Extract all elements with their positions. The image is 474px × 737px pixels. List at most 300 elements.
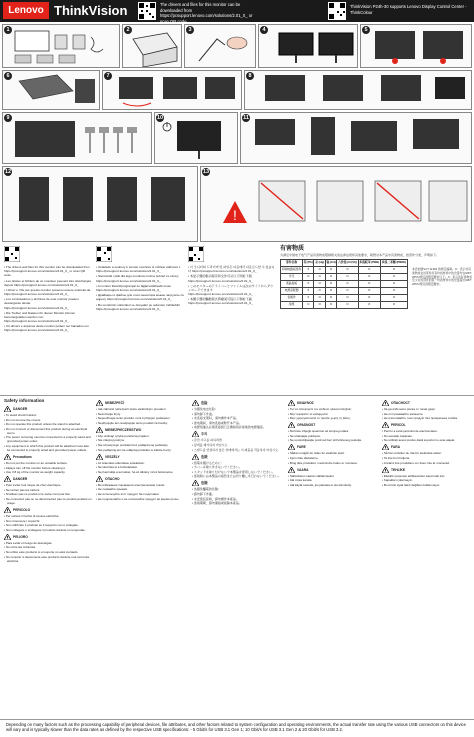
note-line: • Los controladores y archivos de este monitor pueden descargarse desde https://pcsupport.lenovo.com/solutions/2.01_0_	[4, 297, 79, 310]
table-cell: O	[337, 281, 358, 288]
safety-column-1	[4, 398, 92, 716]
step-number: 1	[4, 26, 12, 34]
safety-information	[0, 395, 474, 717]
table-cell: 电源适配器	[281, 288, 303, 295]
list-item: • Nie używaj tego produktu bez podłączonej podstawy.	[96, 443, 188, 447]
list-item: • Bu ürünü ayak takılı değilken kullanmayın.	[382, 483, 470, 487]
stand-removal-illustration	[3, 167, 198, 242]
list-item: • 感電を避けるために:	[192, 461, 284, 465]
table-cell: O	[325, 281, 336, 288]
handling-precaution-illustration	[201, 167, 472, 242]
footnote-text: Depending on many factors such as the processing capability of peripheral devices, file attributes, and other factors related to system configuration and operating environments, the actual transfer rate using the various USB connectors on this device will vary and is typically slower than the data rates as defined by the respective USB specifications: - 5 Gbit/s for USB 3.1 Gen 1; 10 Gbit/s for USB 3.1 Gen 2 & 20 Gbit/s for USB 3.2.	[6, 722, 466, 733]
warning-label: FARE	[297, 445, 306, 450]
diagram-panel-5	[360, 24, 472, 68]
list-item: • Non collegare o scollegare il prodotto durante un temporale.	[4, 528, 92, 532]
warning-heading	[4, 476, 92, 482]
warning-list	[96, 407, 188, 425]
warning-heading	[192, 431, 284, 437]
list-item: • Μην χρησιμοποιείτε το προϊόν χωρίς τη βάση.	[288, 416, 378, 420]
warning-triangle-icon	[192, 454, 199, 460]
warning-heading	[96, 400, 188, 406]
warning-label: PELIGRO	[13, 534, 28, 539]
warning-heading	[192, 480, 284, 486]
table-row	[281, 288, 408, 295]
warning-label: TEHLİKE	[391, 467, 406, 472]
list-item: • Nie podłączaj ani nie odłączaj produktu w trakcie burzy.	[96, 448, 188, 452]
list-item: • 电源线插头必须连接到已正确接线并接地的电源插座。	[192, 425, 284, 429]
list-item: • 請勿卸下外蓋。	[192, 492, 284, 496]
warning-label: FARA	[391, 445, 400, 450]
list-item: • 雷雨時には本製品の接続または切り離しを行わないでください。	[192, 474, 284, 478]
warning-label: OPASNOST	[297, 423, 316, 428]
cable-routing-illustration	[361, 25, 472, 68]
list-item: • Så här undviker du risk för elektriska stötar:	[382, 451, 470, 455]
warning-list	[96, 461, 188, 474]
warning-triangle-icon	[288, 467, 295, 473]
table-row	[281, 274, 408, 281]
warning-heading	[288, 444, 378, 450]
safety-column-2	[96, 398, 188, 716]
lenovo-logo: Lenovo	[3, 2, 49, 19]
list-item: • Da biste izbjegli opasnost od strujnog udara:	[288, 429, 378, 433]
table-row	[281, 267, 408, 274]
warning-heading	[382, 467, 470, 473]
table-cell: O	[380, 295, 407, 302]
note-line: • 이 모니터의 드라이버 및 파일은 다음에서 다운로드할 수 있습니다 https://pcsupport.lenovo.com/solutions/2.01_0_	[188, 265, 275, 274]
step-number: 12	[4, 169, 12, 175]
note-line: • このモニターのドライバーとファイルは次のサイトからダウンロードできます https://pcsupport.lenovo.com/solutions/2.01_0_	[188, 283, 274, 297]
table-cell: O	[380, 267, 407, 274]
warning-label: ОПАСНО	[105, 476, 120, 481]
table-cell: O	[337, 274, 358, 281]
table-cell: O	[303, 274, 314, 281]
rohs-table	[280, 259, 408, 309]
table-cell: X	[303, 281, 314, 288]
step-number: 4	[260, 26, 268, 34]
warning-heading	[382, 400, 470, 406]
diagram-panel-12	[2, 166, 198, 242]
support-note: ThinkVision P24h-30 supports Lenovo Display Control Center - ThinkColour	[350, 4, 467, 15]
note-line: • 本显示器的驱动程序和文件可从以下网址下载 https://pcsupport.lenovo.com/solutions/2.01_0_	[188, 274, 253, 283]
warning-label: VESZÉLY	[105, 454, 120, 459]
table-cell: O	[303, 302, 314, 309]
warning-triangle-icon	[382, 467, 389, 473]
table-cell: X	[303, 295, 314, 302]
rotation-illustration	[241, 113, 472, 164]
list-item: • Nu scoateți capacele.	[382, 434, 470, 438]
table-cell: O	[314, 302, 325, 309]
warning-label: PERICOLO	[13, 507, 31, 512]
step-number: 10	[156, 115, 164, 121]
table-cell: O	[380, 302, 407, 309]
warning-label: Precautions	[13, 454, 32, 459]
warning-heading	[192, 400, 284, 406]
warning-triangle-icon	[382, 400, 389, 406]
warning-label: 危险	[201, 401, 208, 405]
step-number: 13	[202, 169, 210, 175]
warning-heading	[192, 454, 284, 460]
warning-label: ΚΙΝΔΥΝΟΣ	[297, 401, 314, 405]
warning-heading	[382, 444, 470, 450]
list-item: • Fjern ikke dækslerne.	[288, 456, 378, 460]
table-cell: O	[325, 274, 336, 281]
diagram-panel-2	[122, 24, 182, 68]
list-item: • 未连接支架时，请勿操作本产品。	[192, 416, 284, 420]
note-line: • Sterowniki i pliki dla tego monitora można pobrać ze strony https://pcsupport.lenovo.com/solutions/2.01_0_	[96, 274, 179, 283]
usb-transfer-note	[0, 719, 474, 737]
list-item: • Elektrik çarpması tehlikesinden kaçınmak için:	[382, 474, 470, 478]
list-item: • Do not connect or disconnect this product during an electrical storm.	[4, 427, 92, 435]
list-item: • N'utilisez pas ce produit si le socle n'est pas fixé.	[4, 492, 92, 496]
list-item: • 雷雨期間，請勿連接或拔除本產品。	[192, 501, 284, 505]
table-cell: 金属件	[281, 295, 303, 302]
warning-list	[382, 407, 470, 420]
table-cell: O	[314, 281, 325, 288]
rohs-subtitle: 为满足中国电子电气产品有害物质限制相关的法律法规和其他要求，联想对本产品中有害物质，按部件分类，声明如下。	[280, 253, 440, 257]
download-note-text: The drivers and files for this monitor can be downloaded from	[160, 2, 241, 13]
list-item: • Use 3.8 kg of the monitor as weight capacity.	[4, 470, 92, 474]
table-cell: O	[358, 302, 380, 309]
table-cell: O	[314, 295, 325, 302]
note-line: • Os drivers e arquivos deste monitor podem ser baixados em https://pcsupport.lenovo.com/solutions/2.01_0_	[4, 324, 89, 333]
list-item: • Не используйте этот продукт без подставки.	[96, 492, 188, 496]
note-line: • I driver e i file per questo monitor possono essere scaricati da https://pcsupport.lenovo.com/solutions/2.01_0_	[4, 287, 91, 297]
list-item: • Nu utilizați acest produs dacă suportul nu este atașat.	[382, 438, 470, 442]
step-number: 3	[186, 26, 194, 34]
warning-list	[4, 541, 92, 563]
box-open-illustration	[123, 25, 182, 68]
list-item: • Ne retirez pas les carters.	[4, 488, 92, 492]
warning-label: ОПАСНОСТ	[391, 401, 410, 405]
safety-column-3	[192, 398, 284, 716]
list-item: • Para evitar el riesgo de descargas:	[4, 541, 92, 545]
list-item: • No conecte ni desconecte este producto durante una tormenta eléctrica.	[4, 555, 92, 563]
warning-list	[96, 483, 188, 501]
warning-triangle-icon	[192, 400, 199, 406]
table-header-cell: 多溴联苯 (PBB)	[358, 260, 380, 267]
diagram-panel-10	[154, 112, 238, 164]
warning-list	[4, 461, 92, 474]
warning-label: 주의	[201, 432, 208, 437]
note-line: • Les pilotes et fichiers de ce moniteur peuvent être téléchargés depuis https://pcsupport.lenovo.com/solutions/2.01_0_	[4, 278, 92, 287]
diagram-panel-3	[184, 24, 256, 68]
diagram-panel-8	[244, 70, 472, 110]
table-cell: O	[358, 267, 380, 274]
table-cell: O	[325, 267, 336, 274]
table-cell: O	[314, 267, 325, 274]
port-connection-illustration	[3, 113, 152, 164]
table-row	[281, 281, 408, 288]
table-cell: 液晶面板	[281, 281, 303, 288]
table-header-cell: 铅 (Pb)	[303, 260, 314, 267]
table-header-row	[281, 260, 408, 267]
list-item: • Any equipment to which this product will be attached must also be connected to properly wired and grounded power outlets.	[4, 444, 92, 452]
warning-triangle-icon	[288, 444, 295, 450]
step-number: 9	[4, 114, 12, 122]
diagram-panel-13	[200, 166, 472, 242]
notes-column-2	[96, 246, 184, 364]
step-number: 8	[246, 72, 254, 80]
list-item: • 请勿卸下外盖。	[192, 412, 284, 416]
table-cell: 印刷电路板组件	[281, 267, 303, 274]
warning-heading	[288, 422, 378, 428]
warning-list	[288, 474, 378, 487]
warning-heading	[4, 406, 92, 412]
list-item: • Sådan undgår du risiko for elektrisk stød:	[288, 451, 378, 455]
qr-code-icon[interactable]	[138, 2, 156, 20]
warning-heading	[288, 467, 378, 473]
table-header-cell: 六价铬 (Cr(VI))	[337, 260, 358, 267]
warning-label: DANGER	[13, 477, 28, 482]
warning-heading	[96, 427, 188, 433]
list-item: • Non utilizzare il prodotto se il supporto non è collegato.	[4, 523, 92, 527]
warning-triangle-icon	[96, 400, 103, 406]
warning-label: NIEBEZPIECZEŃSTWO	[105, 427, 142, 432]
step-number: 11	[243, 115, 249, 121]
warning-triangle-icon	[4, 406, 11, 412]
list-item: • 雷电期间，请勿连接或断开本产品。	[192, 421, 284, 425]
table-cell: X	[303, 267, 314, 274]
safety-column-4	[288, 398, 378, 716]
notes-column-1	[4, 246, 92, 364]
list-item: • 为避免电击危险：	[192, 407, 284, 411]
list-item: • Не използвайте този продукт без прикрепена стойка.	[382, 416, 470, 420]
rohs-section	[280, 246, 474, 364]
diagram-panel-11	[240, 112, 472, 164]
list-item: • Ne upotrebljavajte proizvod bez pričvršćenog postolja.	[288, 438, 378, 442]
download-url[interactable]: https://pcsupport.lenovo.com/solutions/2.01_0_ or scan QR code	[160, 13, 253, 24]
svg-text:!: !	[233, 207, 237, 223]
table-cell: X	[303, 288, 314, 295]
list-item: • No retire las cubiertas.	[4, 545, 92, 549]
list-item: • Ne uklanjajte poklopce.	[288, 434, 378, 438]
list-item: • Ta inte bort höljena.	[382, 456, 470, 460]
warning-triangle-icon	[192, 480, 199, 486]
list-item: • Non rimuovere i coperchi.	[4, 519, 92, 523]
note-line: • The drivers and files for this monitor can be downloaded from https://pcsupport.lenovo.com/solutions/2.01_0_ or scan QR code.	[4, 265, 90, 278]
list-item: • Nie zdejmuj pokryw.	[96, 438, 188, 442]
list-item: • 감전 사고를 피하려면:	[192, 438, 284, 442]
warning-triangle-icon	[4, 507, 11, 513]
list-item: • Во избежание поражения электрическим током:	[96, 483, 188, 487]
warning-list	[382, 474, 470, 487]
warning-label: NEBEZPEČÍ	[105, 401, 124, 405]
diagram-panel-7	[102, 70, 242, 110]
note-line: • Die Treiber und Dateien für diesen Monitor können heruntergeladen werden von https://pcsupport.lenovo.com/solutions/2.01_0_	[4, 310, 76, 323]
table-header-cell: 多溴二苯醚 (PBDE)	[380, 260, 407, 267]
warning-triangle-icon	[96, 476, 103, 482]
safety-column-5	[382, 398, 470, 716]
list-item: • Μην αφαιρείτε τα καλύμματα.	[288, 412, 378, 416]
list-item: • Do not put the monitor on an unstable surface.	[4, 461, 92, 465]
warning-heading	[4, 454, 92, 460]
list-item: • The power cord plug must be connected to a properly wired and grounded power outlet.	[4, 435, 92, 443]
warning-triangle-icon	[4, 534, 11, 540]
warning-label: 危險	[201, 481, 208, 486]
warning-list	[4, 514, 92, 532]
list-item: • Älä irrota kansia.	[288, 478, 378, 482]
stand-attach-illustration	[185, 25, 256, 68]
table-cell: O	[337, 295, 358, 302]
warning-list	[4, 413, 92, 452]
warning-list	[96, 434, 188, 452]
list-item: • Brug ikke produktet, medmindre foden er monteret.	[288, 461, 378, 465]
rohs-side-note: 本表依据SJ/T 11364 的规定编制。O：表示该有害物质在该部件所有均质材料中的含量均在GB/T 26572规定的限量要求以下。X：表示该有害物质至少在该部件的某一均质材料中的含量超出GB/T 26572规定的限量要求。	[412, 267, 472, 287]
diagram-panel-6	[2, 70, 100, 110]
list-item: • 스탠드를 연결하지 않은 상태에서는 이 제품을 작동하지 마십시오.	[192, 448, 284, 452]
warning-list	[288, 451, 378, 464]
list-item: • カバーを取り外さないでください。	[192, 465, 284, 469]
warning-label: VAARA	[297, 467, 309, 472]
list-item: • Ne távolítsa el a burkolatokat.	[96, 465, 188, 469]
warning-heading	[96, 476, 188, 482]
note-line: • A monitor illesztőprogramjai és fájljai letölthetők innen https://pcsupport.lenovo.com/solutions/2.01_0_	[96, 283, 172, 292]
rohs-title: 有害物质	[280, 246, 305, 252]
warning-triangle-icon	[288, 400, 295, 406]
warning-list	[382, 429, 470, 442]
header-bar	[0, 0, 474, 22]
warning-triangle-icon	[288, 422, 295, 428]
list-item: • Använd inte produkten om foten inte är monterad.	[382, 461, 470, 465]
qr-code-icon[interactable]	[188, 246, 204, 262]
list-item: • Για να αποφύγετε τον κίνδυνο ηλεκτροπληξίας:	[288, 407, 378, 411]
list-item: • 덮개를 제거하지 마십시오.	[192, 443, 284, 447]
table-header-cell: 镉 (Cd)	[325, 260, 336, 267]
list-item: • Älä käytä tuotetta, jos jalustaa ei ole kiinnitetty.	[288, 483, 378, 487]
step-number: 7	[104, 72, 112, 80]
qr-code-icon[interactable]	[328, 2, 346, 20]
warning-list	[288, 429, 378, 442]
table-header-cell: 汞 (Hg)	[314, 260, 325, 267]
list-item: • Do not operate this product unless the stand is attached.	[4, 422, 92, 426]
step-number: 6	[4, 72, 12, 80]
list-item: • Не отстранявайте капаците.	[382, 412, 470, 416]
warning-heading	[96, 454, 188, 460]
table-cell: O	[358, 274, 380, 281]
list-item: • Az áramütés elkerülése érdekében:	[96, 461, 188, 465]
table-cell: O	[358, 288, 380, 295]
warning-list	[192, 461, 284, 479]
warning-label: PERICOL	[391, 423, 406, 428]
table-cell: O	[325, 302, 336, 309]
power-on-illustration	[155, 113, 238, 164]
qr-code-icon[interactable]	[96, 246, 112, 262]
note-line: • Bu monitörün sürücüleri ve dosyaları şu adresten indirilebilir https://pcsupport.lenovo.com/solutions/2.01_0_	[96, 302, 180, 311]
warning-list	[192, 487, 284, 505]
tilt-swivel-illustration	[103, 71, 242, 110]
warning-list	[4, 483, 92, 505]
note-line: • 本顯示器的驅動程式與檔案可從以下網址下載 https://pcsupport.lenovo.com/solutions/2.01_0_	[188, 297, 253, 306]
warning-heading	[4, 507, 92, 513]
multilingual-notes	[0, 246, 474, 364]
list-item: • Do not remove the covers.	[4, 418, 92, 422]
warning-list	[288, 407, 378, 420]
warning-triangle-icon	[192, 431, 199, 437]
list-item: • Pour éviter tout risque de choc électrique :	[4, 483, 92, 487]
table-row	[281, 302, 408, 309]
warning-heading	[4, 534, 92, 540]
warning-triangle-icon	[4, 476, 11, 482]
list-item: • Jak zabránit nebezpečí úrazu elektrickým proudem:	[96, 407, 188, 411]
list-item: • Kapakları çıkarmayın.	[382, 478, 470, 482]
diagram-panel-9	[2, 112, 152, 164]
list-item: • Nepoužívejte tento produkt, není-li připojen podstavec.	[96, 416, 188, 420]
warning-triangle-icon	[96, 454, 103, 460]
list-item: • Nesnímejte kryty.	[96, 412, 188, 416]
thinkvision-logo: ThinkVision	[54, 3, 128, 18]
list-item: • Не подключайте и не отключайте продукт во время грозы.	[96, 497, 188, 501]
qr-code-icon[interactable]	[4, 246, 20, 262]
list-item: • スタンドを取り付けないで本製品を使用しないでください。	[192, 470, 284, 474]
table-row	[281, 295, 408, 302]
warning-list	[382, 451, 470, 464]
list-item: • Nepřipojujte ani neodpojujte tento produkt za bouřky.	[96, 421, 188, 425]
table-cell: 外壳	[281, 274, 303, 281]
warning-triangle-icon	[382, 422, 389, 428]
list-item: • 未安裝底座時，請勿操作本產品。	[192, 497, 284, 501]
step-number: 2	[124, 26, 132, 34]
table-cell: 线缆	[281, 302, 303, 309]
table-cell: O	[380, 288, 407, 295]
diagram-panel-4	[258, 24, 358, 68]
setup-diagrams	[0, 22, 474, 244]
warning-triangle-icon	[96, 427, 103, 433]
table-header-cell: 部件名称	[281, 260, 303, 267]
warning-label: 危険	[201, 454, 208, 459]
step-number: 5	[362, 26, 370, 34]
warning-heading	[382, 422, 470, 428]
monitor-lift-illustration	[259, 25, 358, 68]
list-item: • За да избегнете риска от токов удар:	[382, 407, 470, 411]
list-item: • Aby uniknąć ryzyka porażenia prądem:	[96, 434, 188, 438]
note-line: • Ovladače a soubory k tomuto monitoru si můžete stáhnout z https://pcsupport.lenovo.com/solutions/2.01_0_	[96, 265, 181, 274]
warning-list	[192, 438, 284, 451]
table-cell: O	[314, 274, 325, 281]
table-cell: O	[337, 302, 358, 309]
list-item: • 為避免觸電的危險：	[192, 487, 284, 491]
table-cell: O	[358, 295, 380, 302]
warning-label: DANGER	[13, 407, 28, 411]
table-cell: O	[325, 288, 336, 295]
warning-triangle-icon	[4, 454, 11, 460]
list-item: • To avoid shock hazard:	[4, 413, 92, 417]
list-item: • Per evitare il rischio di scosse elettriche:	[4, 514, 92, 518]
table-cell: O	[380, 281, 407, 288]
warning-heading	[288, 400, 378, 406]
list-item: • Pentru a evita pericolul de electrocutare:	[382, 429, 470, 433]
list-item: • Sähköiskun vaaran välttämiseksi:	[288, 474, 378, 478]
safety-title: Safety information	[4, 398, 45, 403]
list-item: • Ne használja a terméket, ha az állvány nincs felszerelve.	[96, 470, 188, 474]
table-cell: O	[325, 295, 336, 302]
list-item: • Не снимайте крышки.	[96, 487, 188, 491]
vesa-mount-illustration	[3, 71, 100, 110]
list-item: • Ne connectez pas ou ne déconnectez pas ce produit pendant un orage.	[4, 497, 92, 505]
box-contents-illustration	[3, 25, 120, 68]
warning-triangle-icon	[382, 444, 389, 450]
table-cell: O	[358, 281, 380, 288]
table-cell: O	[337, 267, 358, 274]
notes-column-3	[188, 246, 276, 364]
diagram-panel-1	[2, 24, 120, 68]
warning-list	[192, 407, 284, 429]
height-adjust-illustration	[245, 71, 472, 110]
table-cell: O	[314, 288, 325, 295]
list-item: • No utilice este producto si el soporte no está montado.	[4, 550, 92, 554]
note-line: • Драйверы и файлы для этого монитора можно загрузить по адресу https://pcsupport.lenovo.com/solutions/2.01_0_	[96, 293, 184, 302]
list-item: • Always turn off the monitor before cleaning it.	[4, 466, 92, 470]
table-cell: O	[380, 274, 407, 281]
